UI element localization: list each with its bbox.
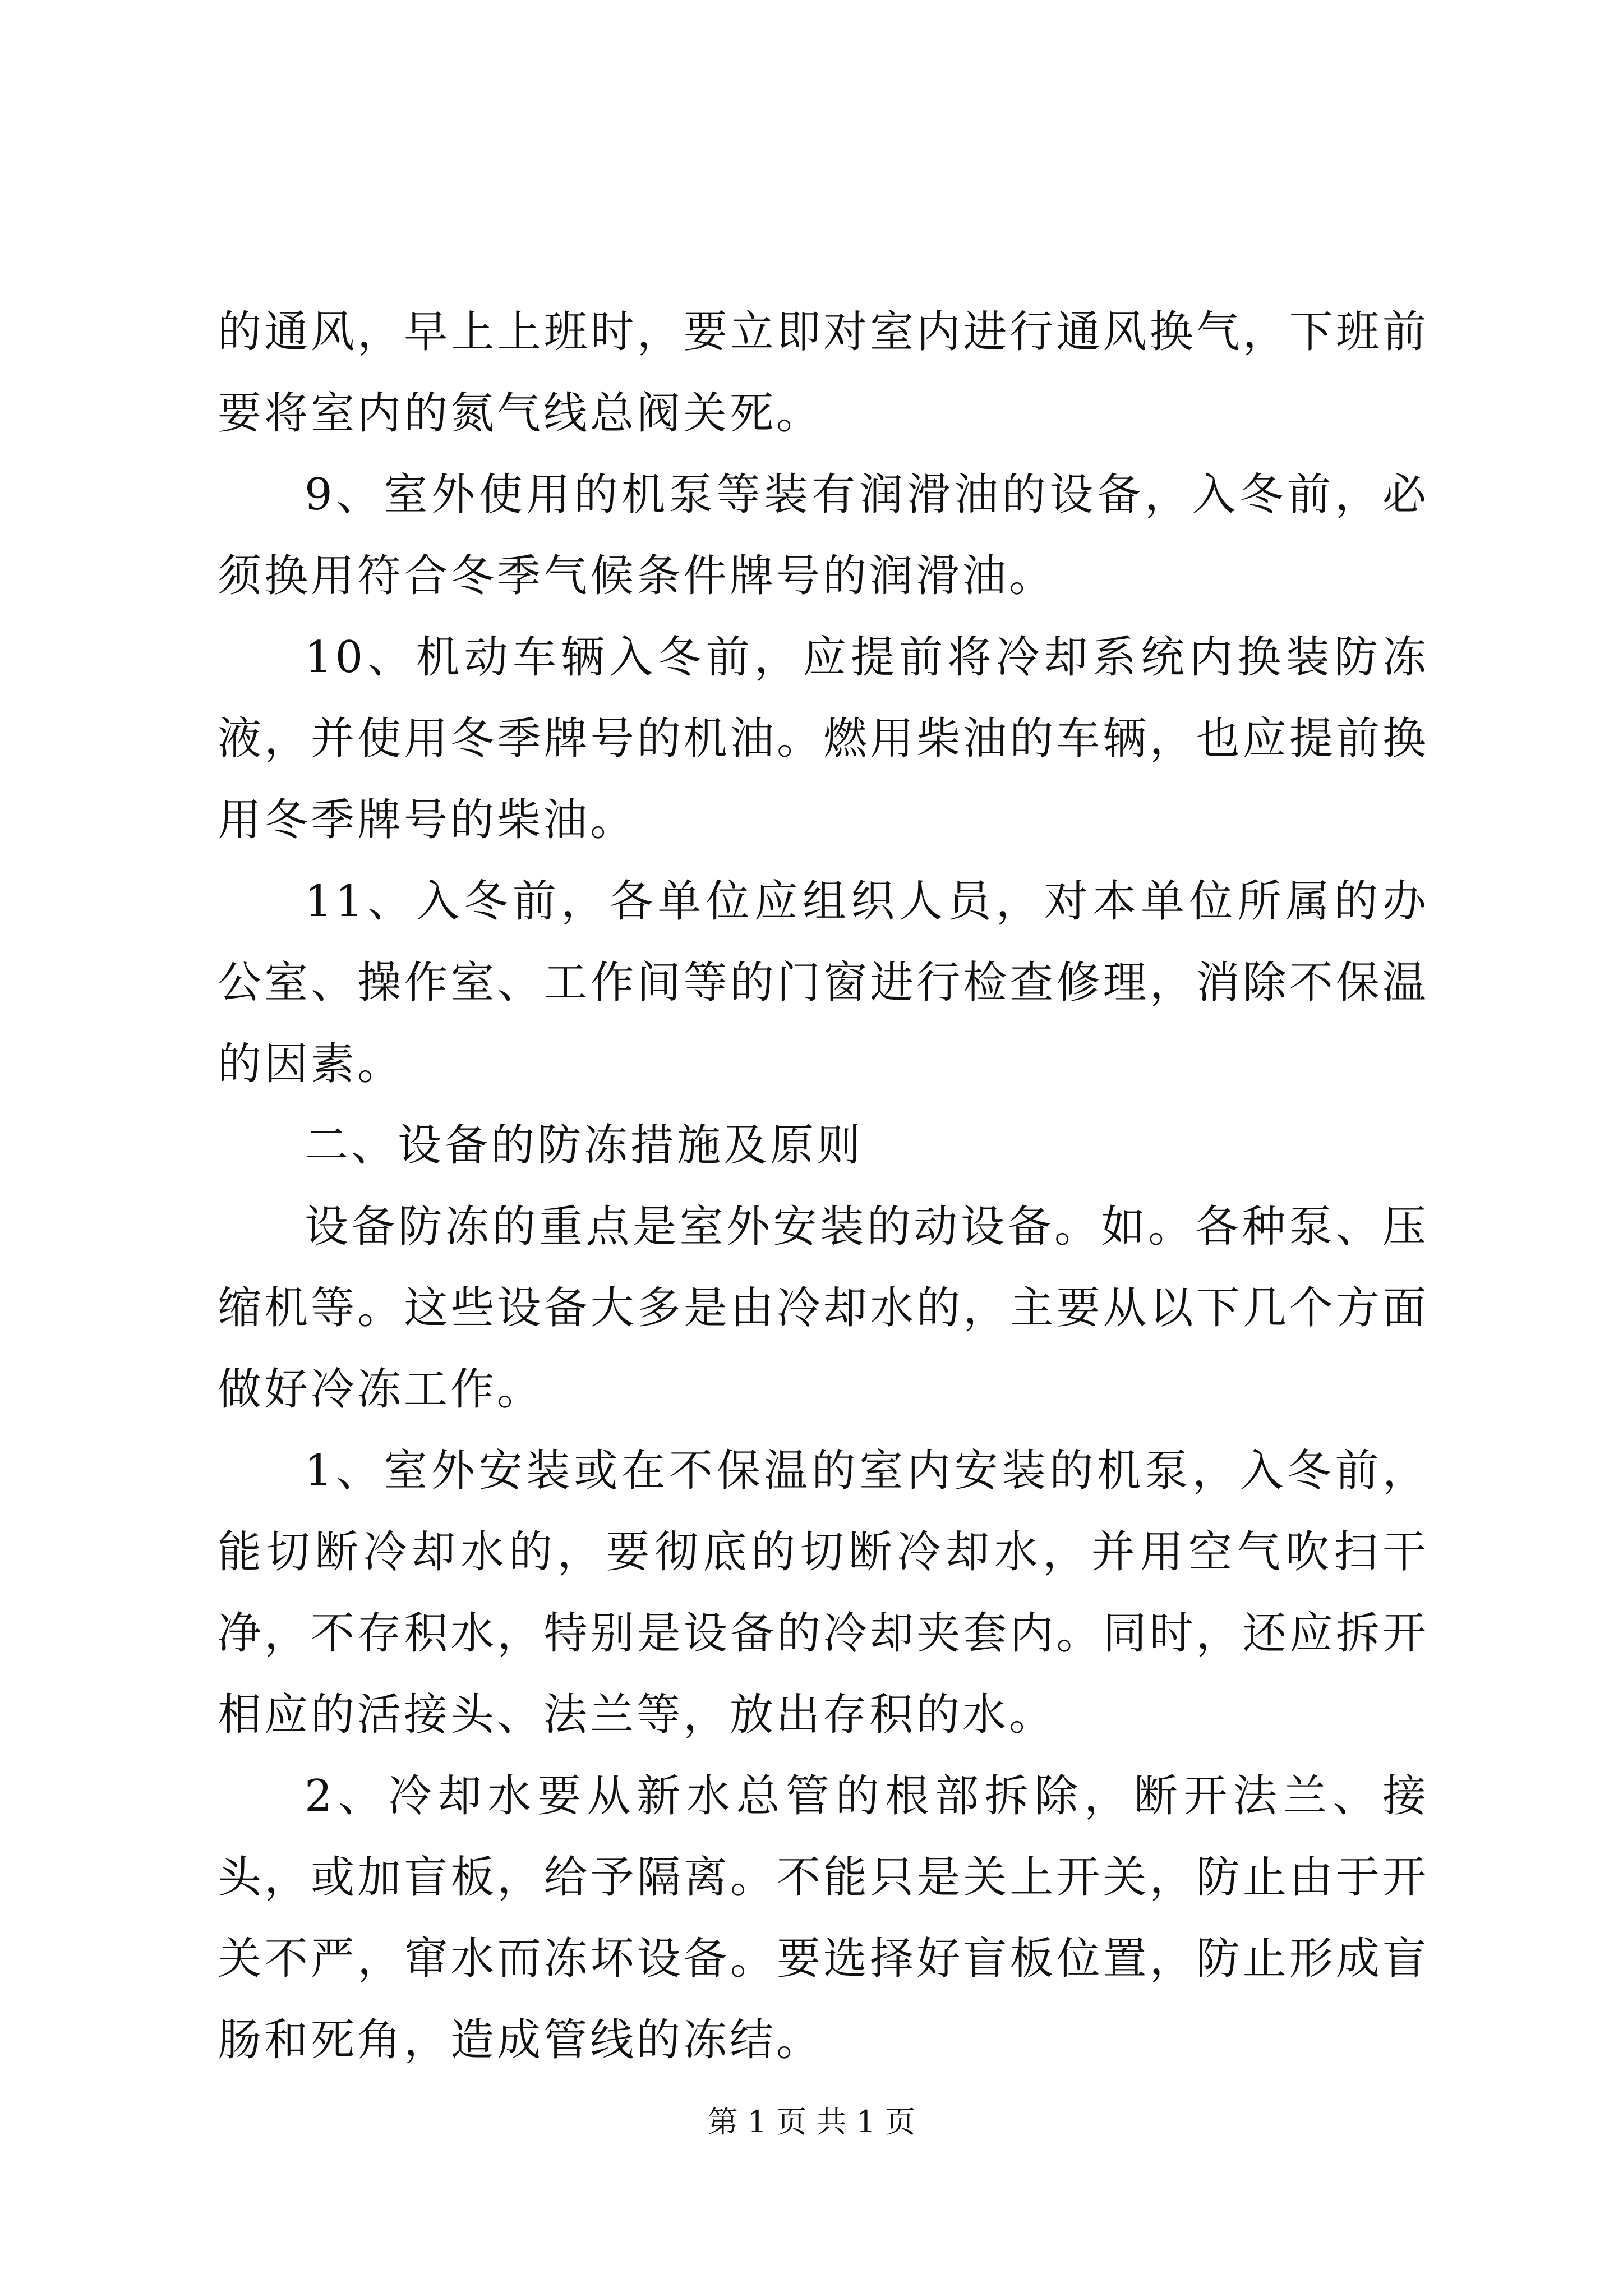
paragraph-section-intro: 设备防冻的重点是室外安装的动设备。如。各种泵、压缩机等。这些设备大多是由冷却水的，主要从以下几个方面做好冷冻工作。 <box>218 1202 1429 1415</box>
paragraph-continuation: 的通风，早上上班时，要立即对室内进行通风换气，下班前要将室内的氮气线总阀关死。 <box>218 307 1429 439</box>
paragraph-item-10: 10、机动车辆入冬前，应提前将冷却系统内换装防冻液，并使用冬季牌号的机油。燃用柴油的车辆，也应提前换用冬季牌号的柴油。 <box>218 632 1429 845</box>
paragraph-item-1: 1、室外安装或在不保温的室内安装的机泵，入冬前，能切断冷却水的，要彻底的切断冷却水，并用空气吹扫干净，不存积水，特别是设备的冷却夹套内。同时，还应拆开相应的活接头、法兰等，放出存积的水。 <box>218 1446 1429 1740</box>
paragraph-item-9: 9、室外使用的机泵等装有润滑油的设备，入冬前，必须换用符合冬季气候条件牌号的润滑油。 <box>218 470 1429 601</box>
document-body <box>218 292 1429 2081</box>
page-footer: 第 1 页 共 1 页 <box>707 2104 916 2139</box>
paragraph-item-11: 11、入冬前，各单位应组织人员，对本单位所属的办公室、操作室、工作间等的门窗进行检查修理，消除不保温的因素。 <box>218 876 1429 1089</box>
section-heading: 二、设备的防冻措施及原则 <box>305 1120 864 1171</box>
paragraph-item-2: 2、冷却水要从新水总管的根部拆除，断开法兰、接头，或加盲板，给予隔离。不能只是关上开关，防止由于开关不严，窜水而冻坏设备。要选择好盲板位置，防止形成盲肠和死角，造成管线的冻结。 <box>218 1771 1429 2065</box>
